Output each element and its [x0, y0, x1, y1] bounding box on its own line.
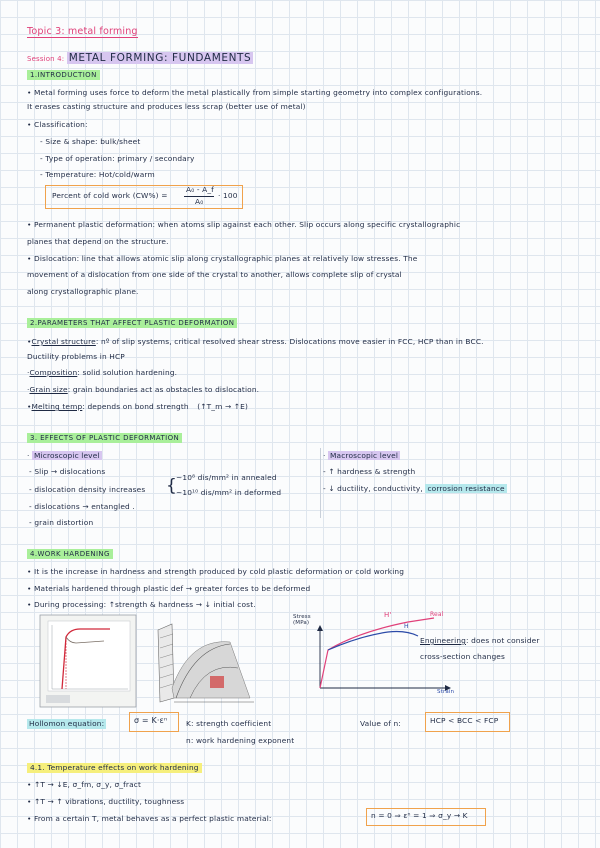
h-label: H — [404, 623, 409, 630]
n-definition: n: work hardening exponent — [186, 736, 295, 745]
classification-temperature: - Temperature: Hot/cold/warm — [40, 170, 155, 179]
work-hardening-line-3: • During processing: ↑strength & hardness → ↓ initial cost. — [27, 600, 256, 609]
session-label: Session 4: — [27, 55, 65, 63]
ductility-hcp: Ductility problems in HCP — [27, 352, 125, 361]
composition-text: : solid solution hardening. — [77, 368, 178, 377]
crystal-structure-line: •Crystal structure: nº of slip systems, critical resolved shear stress. Dislocations move easier in FCC, HCP than in BCC. — [27, 337, 484, 346]
intro-line-2: It erases casting structure and produces less scrap (better use of metal) — [27, 102, 306, 111]
intro-line-1: • Metal forming uses force to deform the metal plastically from simple starting geometry into complex configurations. — [27, 88, 483, 97]
section-3-header: 3. EFFECTS OF PLASTIC DEFORMATION — [27, 433, 182, 443]
flow-stress-figure — [150, 618, 260, 708]
stress-axis-label: Stress (MPa) — [293, 614, 311, 626]
macro-corrosion: corrosion resistance — [427, 484, 505, 493]
strain-axis-label: Strain — [437, 689, 455, 695]
dislocation-line-1: • Dislocation: line that allows atomic slip along crystallographic planes at relatively low stresses. The — [27, 254, 418, 263]
section-4-header: 4.WORK HARDENING — [27, 549, 113, 559]
classification-label: • Classification: — [27, 120, 88, 129]
engineering-term: Engineering — [420, 636, 466, 645]
microscopic-line: · Microscopic level — [27, 451, 100, 460]
permanent-line-2: planes that depend on the structure. — [27, 237, 169, 246]
value-n-label: Value of n: — [360, 719, 401, 728]
cross-section-note: cross-section changes — [420, 652, 505, 661]
grain-size-line: ·Grain size: grain boundaries act as obstacles to dislocation. — [27, 385, 260, 394]
melting-temp-text: : depends on bond strength — [82, 402, 189, 411]
dislocation-line-2: movement of a dislocation from one side of the crystal to another, allows complete slip of crystal — [27, 270, 402, 279]
crystal-structure-term: Crystal structure — [31, 337, 96, 346]
work-hardening-line-2: • Materials hardened through plastic def → greater forces to be deformed — [27, 584, 311, 593]
permanent-line-1: • Permanent plastic deformation: when atoms slip against each other. Slip occurs along specific crystallographic — [27, 220, 461, 229]
column-divider — [320, 448, 321, 518]
composition-term: Composition — [29, 368, 78, 377]
real-label: Real — [430, 611, 444, 618]
classification-size: - Size & shape: bulk/sheet — [40, 137, 141, 146]
grain-size-text: : grain boundaries act as obstacles to dislocation. — [67, 385, 260, 394]
section-1-header: 1.INTRODUCTION — [27, 70, 100, 80]
cold-work-multiplier: · 100 — [218, 191, 238, 200]
melting-temp-line: •Melting temp: depends on bond strength (↑T_m → ↑E) — [27, 402, 249, 411]
engineering-note — [420, 636, 540, 646]
macroscopic-label: Macroscopic level — [330, 451, 399, 460]
temp-effect-line-2: • ↑T → ↑ vibrations, ductility, toughness — [27, 797, 185, 806]
micro-slip: - Slip → dislocations — [29, 467, 106, 476]
k-definition: K: strength coefficient — [186, 719, 272, 728]
density-deformed: ~10¹⁰ dis/mm² in deformed — [176, 488, 282, 497]
perfect-plastic-condition: n = 0 ⇒ εⁿ = 1 ⇒ σ_y → K — [371, 811, 468, 820]
macro-ductility-line — [323, 484, 507, 494]
section-2-header: 2.PARAMETERS THAT AFFECT PLASTIC DEFORMATION — [27, 318, 237, 328]
value-n: HCP < BCC < FCP — [430, 716, 499, 725]
hollomon-equation: σ = K·εⁿ — [134, 716, 168, 725]
cold-work-label: Percent of cold work (CW%) = — [52, 191, 168, 200]
macro-ductility: - ↓ ductility, conductivity, — [323, 484, 423, 493]
session-heading — [27, 53, 253, 64]
crystal-structure-text: : nº of slip systems, critical resolved shear stress. Dislocations move easier in FCC, HCP than in BCC. — [95, 337, 484, 346]
session-title: METAL FORMING: FUNDAMENTS — [68, 52, 252, 64]
grain-size-term: Grain size — [29, 385, 68, 394]
macro-hardness: - ↑ hardness & strength — [323, 467, 416, 476]
macroscopic-line: · Macroscopic level — [323, 451, 399, 460]
cold-work-denominator: A₀ — [195, 197, 204, 206]
classification-operation: - Type of operation: primary / secondary — [40, 154, 195, 163]
density-annealed: ~10⁸ dis/mm² in annealed — [176, 473, 277, 482]
engineering-curve — [328, 632, 418, 651]
real-curve — [320, 618, 434, 688]
cold-work-numerator: A₀ - A_f — [186, 185, 214, 194]
work-hardening-line-1: • It is the increase in hardness and strength produced by cold plastic deformation or cold working — [27, 567, 405, 576]
h-prime-label: H' — [384, 611, 392, 619]
composition-line: ·Composition: solid solution hardening. — [27, 368, 178, 377]
engineering-text: : does not consider — [466, 636, 540, 645]
temp-effect-line-3: • From a certain T, metal behaves as a perfect plastic material: — [27, 814, 272, 823]
micro-density: - dislocation density increases — [29, 485, 146, 494]
micro-distortion: - grain distortion — [29, 518, 94, 527]
melting-temp-term: Melting temp — [31, 402, 83, 411]
stress-strain-photo — [40, 615, 136, 707]
microscopic-label: Microscopic level — [34, 451, 100, 460]
topic-title: Topic 3: metal forming — [27, 26, 138, 37]
section-4-1-header: 4.1. Temperature effects on work hardening — [27, 763, 202, 773]
temp-effect-line-1: • ↑T → ↓E, σ_fm, σ_y, σ_fract — [27, 780, 142, 789]
micro-entangled: - dislocations → entangled . — [29, 502, 135, 511]
curly-brace: { — [166, 476, 177, 496]
dislocation-line-3: along crystallographic plane. — [27, 287, 139, 296]
hollomon-label: Hollomon equation: — [29, 719, 105, 728]
melting-temp-relation: (↑T_m → ↑E) — [197, 402, 249, 411]
